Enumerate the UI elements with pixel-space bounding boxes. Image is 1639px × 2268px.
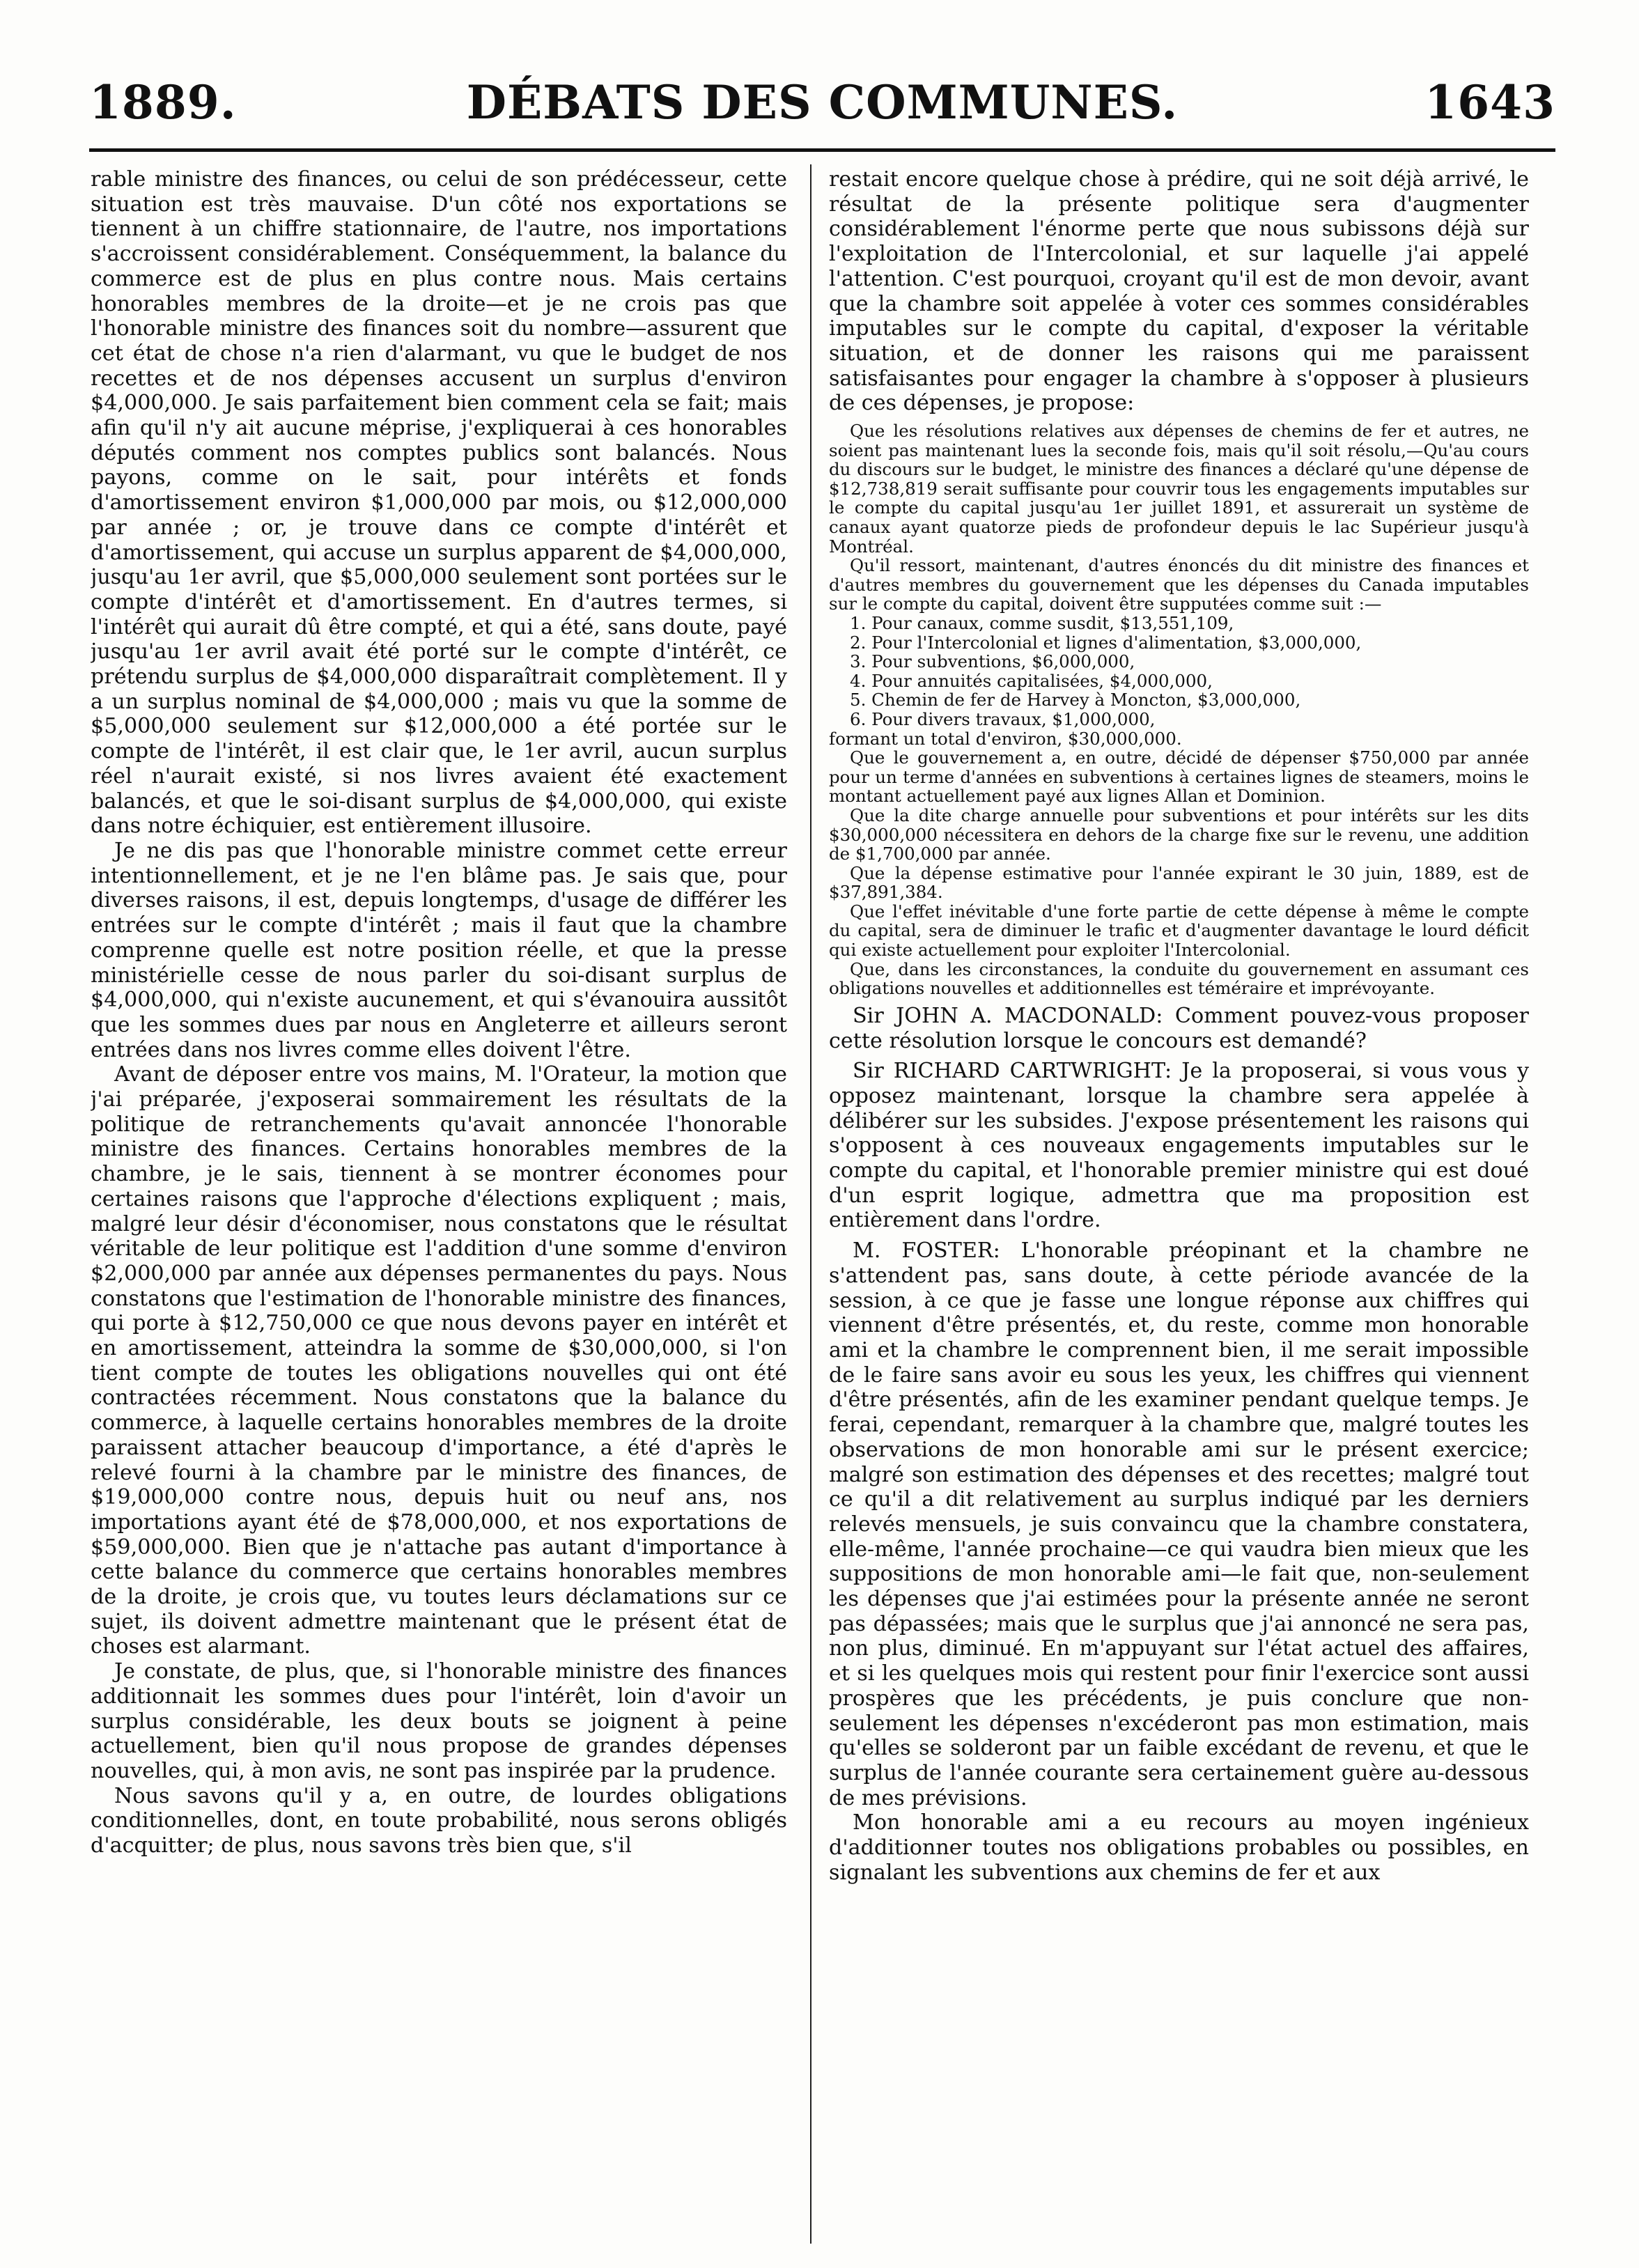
paragraph: Je ne dis pas que l'honorable ministre commet cette erreur intentionnellement, et je ne l'en blâme pas. Je sais que, pour diverses raisons, il est, depuis longtemps, d'usage de différer les entrées sur le compte d'intérêt ; mais il faut que la chambre comprenne quelle est notre position réelle, et que la presse ministérielle cesse de nous parler du soi-disant surplus de $4,000,000, qui n'existe aucunement, et qui s'évanouira aussitôt que les sommes dues par nous en Angleterre et ailleurs seront entrées dans nos livres comme elles doivent l'être. xyxy=(91,838,787,1062)
column-divider xyxy=(810,164,811,2244)
page-header xyxy=(89,75,1555,138)
list-item: 4. Pour annuités capitalisées, $4,000,000, xyxy=(850,670,1213,691)
speech: Sir JOHN A. MACDONALD: Comment pouvez-vous proposer cette résolution lorsque le concours est demandé? xyxy=(829,1003,1529,1053)
motion-paragraph: Que, dans les circonstances, la conduite du gouvernement en assumant ces obligations nouvelles et additionnelles est téméraire et imprévoyante. xyxy=(829,958,1529,999)
right-column xyxy=(829,167,1529,2250)
paragraph: rable ministre des finances, ou celui de son prédécesseur, cette situation est très mauvaise. D'un côté nos exportations se tiennent à un chiffre stationnaire, de l'autre, nos importations s'accroissent considérablement. Conséquemment, la balance du commerce est de plus en plus contre nous. Mais certains honorables membres de la droite—et je ne crois pas que l'honorable ministre des finances soit du nombre—assurent que cet état de chose n'a rien d'alarmant, vu que le budget de nos recettes et de nos dépenses accusent un surplus d'environ $4,000,000. Je sais parfaitement bien comment cela se fait; mais afin qu'il n'y ait aucune méprise, j'expliquerai à ces honorables députés comment nos comptes publics sont balancés. Nous payons, comme on le sait, pour intérêts et fonds d'amortissement environ $1,000,000 par mois, ou $12,000,000 par année ; or, je trouve dans ce compte d'intérêt et d'amortissement, qui accuse un surplus apparent de $4,000,000, jusqu'au 1er avril, que $5,000,000 seulement sont portées sur le compte d'intérêt et d'amortissement. En d'autres termes, si l'intérêt qui aurait dû être compté, et qui a été, sans doute, payé jusqu'au 1er avril avait été porté sur le compte d'intérêt, ce prétendu surplus de $4,000,000 disparaîtrait complètement. Il y a un surplus nominal de $4,000,000 ; mais vu que la somme de $5,000,000 seulement sur $12,000,000 a été portée sur le compte de l'intérêt, il est clair que, le 1er avril, aucun surplus réel n'aurait existé, si nos livres avaient été exactement balancés, et que le soi-disant surplus de $4,000,000, qui existe dans notre échiquier, est entièrement illusoire. xyxy=(91,167,787,839)
paragraph: restait encore quelque chose à prédire, qui ne soit déjà arrivé, le résultat de la présente politique sera d'augmenter considérablement l'énorme perte que nous subissons déjà sur l'exploitation de l'Intercolonial, et sur laquelle j'ai appelé l'attention. C'est pourquoi, croyant qu'il est de mon devoir, avant que la chambre soit appelée à voter ces sommes considérables imputables sur le compte du capital, d'exposer la véritable situation, et de donner les raisons qui me paraissent satisfaisantes pour engager la chambre à s'opposer à plusieurs de ces dépenses, je propose: xyxy=(829,167,1529,416)
paragraph: Avant de déposer entre vos mains, M. l'Orateur, la motion que j'ai préparée, j'exposerai sommairement les résultats de la politique de retranchements qu'avait annoncée l'honorable ministre des finances. Certains honorables membres de la chambre, je le sais, tiennent à se montrer économes pour certaines raisons que l'approche d'élections expliquent ; mais, malgré leur désir d'économiser, nous constatons que le résultat véritable de leur politique est l'addition d'une somme d'environ $2,000,000 par année aux dépenses permanentes du pays. Nous constatons que l'estimation de l'honorable ministre des finances, qui porte à $12,750,000 ce que nous devons payer en intérêt et en amortissement, atteindra la somme de $30,000,000, si l'on tient compte de toutes les obligations nouvelles qui ont été contractées récemment. Nous constatons que la balance du commerce, à laquelle certains honorables membres de la droite paraissent attacher beaucoup d'importance, a été d'après le relevé fourni à la chambre par le ministre des finances, de $19,000,000 contre nous, depuis huit ou neuf ans, nos importations ayant été de $78,000,000, et nos exportations de $59,000,000. Bien que je n'attache pas autant d'importance à cette balance du commerce que certains honorables membres de la droite, je crois que, vu toutes leurs déclamations sur ce sujet, ils doivent admettre maintenant que le présent état de choses est alarmant. xyxy=(91,1062,787,1659)
paragraph: Mon honorable ami a eu recours au moyen ingénieux d'additionner toutes nos obligations probables ou possibles, en signalant les subventions aux chemins de fer et aux xyxy=(829,1810,1529,1885)
header-rule xyxy=(89,148,1555,152)
list-item: 3. Pour subventions, $6,000,000, xyxy=(850,651,1135,672)
motion-text xyxy=(829,421,1529,998)
motion-paragraph: Que les résolutions relatives aux dépenses de chemins de fer et autres, ne soient pas maintenant lues la seconde fois, mais qu'il soit résolu,—Qu'au cours du discours sur le budget, le ministre des finances a déclaré qu'une dépense de $12,738,819 serait suffisante pour couvrir tous les engagements imputables sur le compte du capital jusqu'au 1er juillet 1891, et assurerait un système de canaux ayant quatorze pieds de profondeur depuis le lac Supérieur jusqu'à Montréal. xyxy=(829,421,1529,557)
list-item: 2. Pour l'Intercolonial et lignes d'alimentation, $3,000,000, xyxy=(850,632,1362,653)
motion-paragraph: Qu'il ressort, maintenant, d'autres énoncés du dit ministre des finances et d'autres membres du gouvernement que les dépenses du Canada imputables sur le compte du capital, doivent être supputées comme suit :— xyxy=(829,555,1529,614)
list-item: 1. Pour canaux, comme susdit, $13,551,109, xyxy=(850,612,1234,633)
header-title: DÉBATS DES COMMUNES. xyxy=(466,75,1179,130)
list-total: formant un total d'environ, $30,000,000. xyxy=(829,728,1182,749)
paragraph: Je constate, de plus, que, si l'honorable ministre des finances additionnait les sommes dues pour l'intérêt, loin d'avoir un surplus considérable, les deux bouts se joignent à peine actuellement, bien qu'il nous propose de grandes dépenses nouvelles, qui, à mon avis, ne sont pas inspirée par la prudence. xyxy=(91,1659,787,1783)
motion-paragraph: Que le gouvernement a, en outre, décidé de dépenser $750,000 par année pour un terme d'années en subventions à certaines lignes de steamers, moins le montant actuellement payé aux lignes Allan et Dominion. xyxy=(829,747,1529,807)
speech: M. FOSTER: L'honorable préopinant et la chambre ne s'attendent pas, sans doute, à cette période avancée de la session, à ce que je fasse une longue réponse aux chiffres qui viennent d'être présentés, et, du reste, comme mon honorable ami et la chambre le comprennent bien, il me serait impossible de le faire sans avoir eu sous les yeux, les chiffres qui viennent d'être présentés, afin de les examiner pendant quelque temps. Je ferai, cependant, remarquer à la chambre que, malgré toutes les observations de mon honorable ami sur le présent exercice; malgré son estimation des dépenses et des recettes; malgré tout ce qu'il a dit relativement au surplus indiqué par les derniers relevés mensuels, je suis convaincu que la chambre constatera, elle-même, l'année prochaine—ce qui vaudra bien mieux que les suppositions de mon honorable ami—le fait que, non-seulement les dépenses que j'ai estimées pour la présente année ne seront pas dépassées; mais que le surplus que j'ai annoncé ne sera pas, non plus, diminué. En m'appuyant sur l'état actuel des affaires, et si les quelques mois qui restent pour finir l'exercice sont aussi prospères que les précédents, je puis conclure que non-seulement les dépenses n'excéderont pas mon estimation, mais qu'elles se solderont par un faible excédant de revenu, et que le surplus de l'année courante sera certainement guère au-dessous de mes prévisions. xyxy=(829,1238,1529,1810)
motion-paragraph: Que la dépense estimative pour l'année expirant le 30 juin, 1889, est de $37,891,384. xyxy=(829,862,1529,903)
header-page-number: 1643 xyxy=(1424,75,1555,130)
list-item: 6. Pour divers travaux, $1,000,000, xyxy=(850,708,1156,729)
list-item: 5. Chemin de fer de Harvey à Moncton, $3,000,000, xyxy=(850,690,1301,710)
left-column xyxy=(91,167,787,2250)
header-year: 1889. xyxy=(89,75,237,130)
motion-paragraph: Que la dite charge annuelle pour subventions et pour intérêts sur les dits $30,000,000 nécessitera en dehors de la charge fixe sur le revenu, une addition de $1,700,000 par année. xyxy=(829,805,1529,864)
speech: Sir RICHARD CARTWRIGHT: Je la proposerai, si vous vous y opposez maintenant, lorsque la chambre sera appelée à délibérer sur les subsides. J'expose présentement les raisons qui s'opposent à ces nouveaux engagements imputables sur le compte du capital, et l'honorable premier ministre qui est doué d'un esprit logique, admettra que ma proposition est entièrement dans l'ordre. xyxy=(829,1059,1529,1233)
motion-paragraph: Que l'effet inévitable d'une forte partie de cette dépense à même le compte du capital, sera de diminuer le trafic et d'augmenter davantage le lourd déficit qui existe actuellement pour exploiter l'Intercolonial. xyxy=(829,901,1529,961)
paragraph: Nous savons qu'il y a, en outre, de lourdes obligations conditionnelles, dont, en toute probabilité, nous serons obligés d'acquitter; de plus, nous savons très bien que, s'il xyxy=(91,1783,787,1858)
